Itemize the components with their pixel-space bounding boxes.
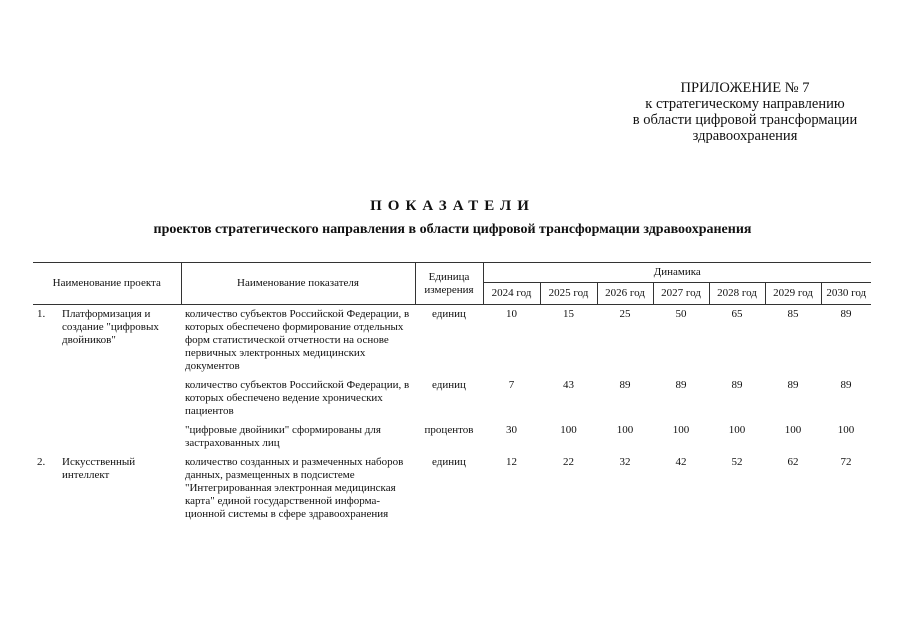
- value-cell: 100: [784, 424, 802, 436]
- value-cell: 32: [619, 456, 631, 468]
- value-cell: 89: [619, 379, 631, 391]
- value-cell: 43: [563, 379, 574, 391]
- indicator-name: количество субъектов Российской Федерации, в которых обеспечено ведение хронических пациентов: [185, 379, 410, 417]
- value-cell: 100: [616, 424, 634, 436]
- value-cell: 62: [787, 456, 799, 468]
- value-cell: 52: [731, 456, 743, 468]
- indicator-name: "цифровые двойники" сформированы для застрахованных лиц: [185, 424, 381, 449]
- value-cell: 65: [731, 308, 743, 320]
- value-cell: 89: [840, 308, 852, 320]
- value-cell: 89: [731, 379, 743, 391]
- header-year: 2025 год: [540, 283, 597, 305]
- value-cell: 100: [672, 424, 690, 436]
- appendix-line: к стратегическому направлению: [645, 96, 845, 112]
- header-year: 2029 год: [765, 283, 821, 305]
- unit-cell: процентов: [424, 424, 474, 436]
- value-cell: 30: [506, 424, 517, 436]
- appendix-line: в области цифровой трансформации: [632, 112, 858, 128]
- indicator-name: количество субъектов Российской Федерации, в которых обеспечено формирование отдельных форм статистической отчетности на основе первичных электронных медицинских документов: [185, 308, 410, 372]
- value-cell: 89: [787, 379, 799, 391]
- table-row: [33, 376, 871, 421]
- header-dynamics: Динамика: [483, 263, 871, 283]
- header-row: [33, 263, 871, 283]
- unit-cell: единиц: [432, 379, 466, 391]
- table-row: [33, 421, 871, 453]
- table-row: [33, 305, 871, 377]
- header-year: 2024 год: [483, 283, 540, 305]
- page-subtitle: проектов стратегического направления в области цифровой трансформации здравоохранения: [153, 222, 752, 237]
- value-cell: 85: [787, 308, 799, 320]
- header-indicator: Наименование показателя: [181, 263, 415, 305]
- value-cell: 72: [840, 456, 852, 468]
- header-year: 2028 год: [709, 283, 765, 305]
- value-cell: 7: [508, 379, 515, 391]
- value-cell: 15: [563, 308, 574, 320]
- value-cell: 100: [560, 424, 577, 436]
- value-cell: 22: [563, 456, 574, 468]
- appendix-number: ПРИЛОЖЕНИЕ № 7: [680, 80, 810, 96]
- indicator-name: количество созданных и размеченных наборов данных, размещенных в подсистеме "Интегрированная электронная медицинская карта" единой государственной информа-ционной системы в сфере здравоохранения: [185, 456, 404, 520]
- indicators-table: [33, 262, 871, 524]
- header-project: Наименование проекта: [33, 263, 181, 305]
- value-cell: 100: [837, 424, 855, 436]
- appendix-line: здравоохранения: [692, 128, 798, 144]
- header-year: 2026 год: [597, 283, 653, 305]
- header-unit: Единица измерения: [415, 263, 483, 305]
- value-cell: 89: [675, 379, 687, 391]
- project-number: 1.: [37, 308, 46, 320]
- unit-cell: единиц: [432, 456, 466, 468]
- page-title: ПОКАЗАТЕЛИ: [370, 198, 535, 214]
- header-year: 2030 год: [821, 283, 871, 305]
- project-number: 2.: [37, 456, 46, 468]
- value-cell: 10: [506, 308, 517, 320]
- value-cell: 50: [675, 308, 687, 320]
- value-cell: 12: [506, 456, 517, 468]
- project-name: Искусственный интеллект: [62, 456, 136, 481]
- value-cell: 100: [728, 424, 746, 436]
- value-cell: 42: [675, 456, 687, 468]
- appendix-block: [600, 80, 890, 144]
- value-cell: 89: [840, 379, 852, 391]
- table-row: [33, 453, 871, 524]
- unit-cell: единиц: [432, 308, 466, 320]
- value-cell: 25: [619, 308, 631, 320]
- project-name: Платформизация и создание "цифровых двойников": [62, 308, 159, 346]
- header-year: 2027 год: [653, 283, 709, 305]
